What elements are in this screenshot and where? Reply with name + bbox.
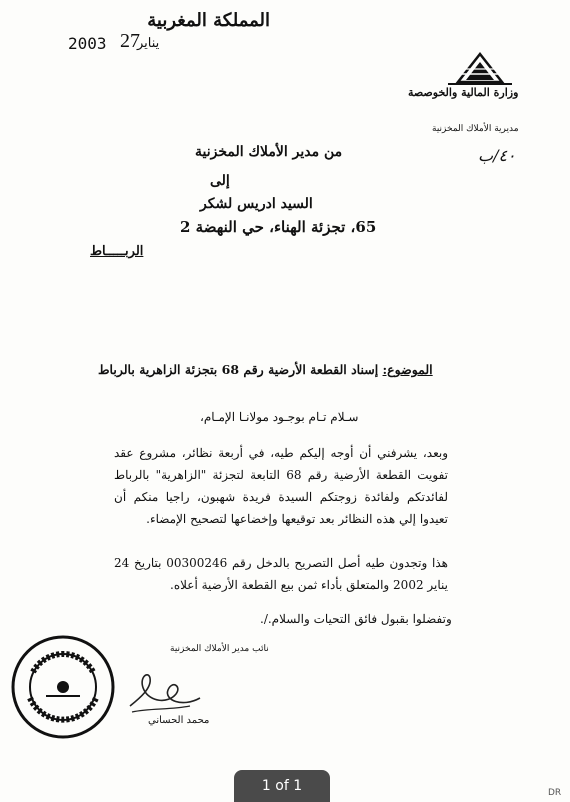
reference-number: ٤٠/ب <box>478 146 516 165</box>
body-paragraph: هذا وتجدون طيه أصل التصريح بالدخل رقم 00300246 بتاريخ 24 يناير 2002 والمتعلق بأداء ثمن بيع القطعة الأرضية أعلاه. <box>114 556 448 592</box>
body-paragraph: وبعد، يشرفني أن أوجه إليكم طيه، في أربعة نظائر، مشروع عقد تفويت القطعة الأرضية رقم 68 التابعة لتجزئة "الزاهرية" بالرباط لفائدتكم ولفائدة زوجتكم السيدة فريدة شهبون، راجيا منكم أن تعيدوا إلي هذه النظائر بعد توقيعها وإخضاعها لتصحيح الإمضاء. <box>114 446 448 526</box>
official-stamp <box>8 632 118 742</box>
subject-text: إسناد القطعة الأرضية رقم 68 بتجزئة الزاهرية بالرباط <box>98 362 379 377</box>
directorate-name: مديرية الأملاك المخزنية <box>432 124 519 134</box>
date-year: 2003 <box>68 34 107 53</box>
date-month: يناير <box>137 36 160 51</box>
date-day: 27 <box>120 30 140 52</box>
ministry-emblem-icon <box>440 52 520 88</box>
greeting: سـلام تـام بوجـود مولانـا الإمـام، <box>200 410 359 424</box>
handwritten-signature <box>120 668 210 716</box>
signatory-name: محمد الحساني <box>148 715 210 726</box>
page-indicator[interactable]: 1 of 1 <box>234 770 330 802</box>
recipient-address: 65، تجزئة الهناء، حي النهضة 2 <box>180 218 377 236</box>
to-line: إلى <box>210 173 230 189</box>
recipient-name: السيد ادريس لشكر <box>200 196 313 212</box>
sender-line: من مدير الأملاك المخزنية <box>195 144 343 160</box>
signatory-title: نائب مدير الأملاك المخزنية <box>170 644 269 654</box>
closing-line: وتفضلوا بقبول فائق التحيات والسلام./. <box>260 612 452 626</box>
ministry-name: وزارة المالية والخوصصة <box>408 86 519 99</box>
kingdom-heading: المملكة المغربية <box>147 10 270 31</box>
photo-credit: DR <box>548 788 562 798</box>
subject-line <box>98 362 433 377</box>
subject-label: الموضوع: <box>382 362 433 377</box>
recipient-city: الربـــــاط <box>90 244 144 259</box>
